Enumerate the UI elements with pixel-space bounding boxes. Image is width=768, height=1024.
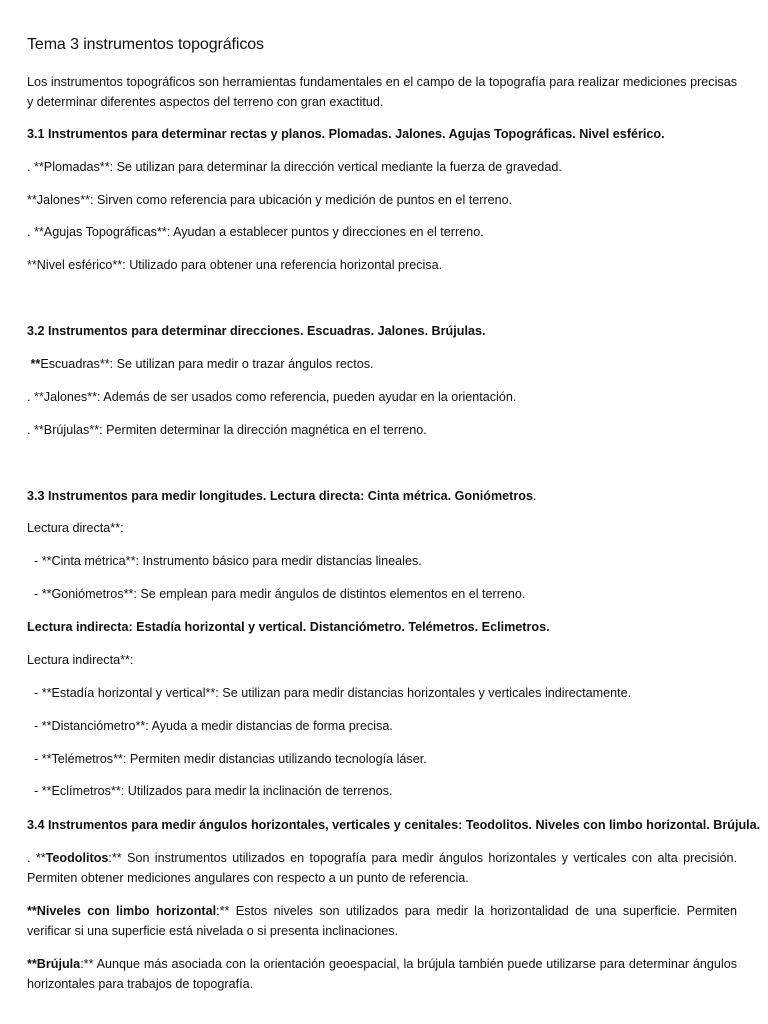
section-3-3-heading-line: [27, 486, 737, 506]
list-item: - **Eclímetros**: Utilizados para medir la inclinación de terrenos.: [27, 784, 393, 798]
list-item: . **Jalones**: Además de ser usados como referencia, pueden ayudar en la orientación.: [27, 390, 517, 404]
bold-marker: **: [30, 357, 41, 371]
list-item: [27, 354, 737, 374]
list-item: - **Cinta métrica**: Instrumento básico para medir distancias lineales.: [27, 554, 422, 568]
list-item: - **Estadía horizontal y vertical**: Se utilizan para medir distancias horizontales y verticales indirectamente.: [27, 686, 632, 700]
list-item: . **Brújulas**: Permiten determinar la dirección magnética en el terreno.: [27, 423, 427, 437]
list-item: **Jalones**: Sirven como referencia para ubicación y medición de puntos en el terreno.: [27, 193, 513, 207]
list-item: - **Distanciómetro**: Ayuda a medir distancias de forma precisa.: [27, 719, 393, 733]
brujula-paragraph: [27, 954, 737, 994]
indirect-reading-heading: Lectura indirecta: Estadía horizontal y vertical. Distanciómetro. Telémetros. Eclimetros.: [27, 620, 550, 634]
section-3-1-heading: 3.1 Instrumentos para determinar rectas y planos. Plomadas. Jalones. Agujas Topográficas. Nivel esférico.: [27, 127, 665, 141]
section-3-3-heading: 3.3 Instrumentos para medir longitudes. Lectura directa: Cinta métrica. Goniómetros: [27, 489, 533, 503]
heading-period: .: [532, 489, 537, 503]
term-niveles: **Niveles con limbo horizontal: [27, 904, 217, 918]
document-title: Tema 3 instrumentos topográficos: [27, 36, 264, 53]
list-item: . **Plomadas**: Se utilizan para determinar la dirección vertical mediante la fuerza de gravedad.: [27, 160, 562, 174]
niveles-text: :** Estos niveles son utilizados para medir la horizontalidad de una superficie. Permiten verificar si una superficie está nivelada o si presenta inclinaciones.: [27, 904, 737, 938]
section-3-4-heading: 3.4 Instrumentos para medir ángulos horizontales, verticales y cenitales: Teodolitos. Niveles con limbo horizontal. Brújula.: [27, 818, 761, 832]
teodolitos-paragraph: [27, 848, 737, 888]
term-teodolitos: Teodolitos: [45, 851, 109, 865]
term-brujula: **Brújula: [27, 957, 81, 971]
intro-paragraph: Los instrumentos topográficos son herramientas fundamentales en el campo de la topografía para realizar mediciones precisas y determinar diferentes aspectos del terreno con gran exactitud.: [27, 75, 737, 109]
prefix: . **: [27, 851, 46, 865]
list-item: **Nivel esférico**: Utilizado para obtener una referencia horizontal precisa.: [27, 258, 443, 272]
list-item: - **Goniómetros**: Se emplean para medir ángulos de distintos elementos en el terreno.: [27, 587, 526, 601]
teodolitos-text: :** Son instrumentos utilizados en topografía para medir ángulos horizontales y verticales con alta precisión. Permiten obtener mediciones angulares con respecto a un punto de referencia.: [27, 851, 737, 885]
list-item: - **Telémetros**: Permiten medir distancias utilizando tecnología láser.: [27, 752, 427, 766]
brujula-text: :** Aunque más asociada con la orientación geoespacial, la brújula también puede utilizarse para determinar ángulos horizontales para trabajos de topografía.: [27, 957, 737, 991]
indirect-reading-label: Lectura indirecta**:: [27, 653, 134, 667]
list-item: . **Agujas Topográficas**: Ayudan a establecer puntos y direcciones en el terreno.: [27, 225, 484, 239]
direct-reading-label: Lectura directa**:: [27, 521, 124, 535]
section-3-2-heading: 3.2 Instrumentos para determinar direcciones. Escuadras. Jalones. Brújulas.: [27, 324, 486, 338]
niveles-paragraph: [27, 901, 737, 941]
list-item-text: Escuadras**: Se utilizan para medir o trazar ángulos rectos.: [40, 357, 374, 371]
